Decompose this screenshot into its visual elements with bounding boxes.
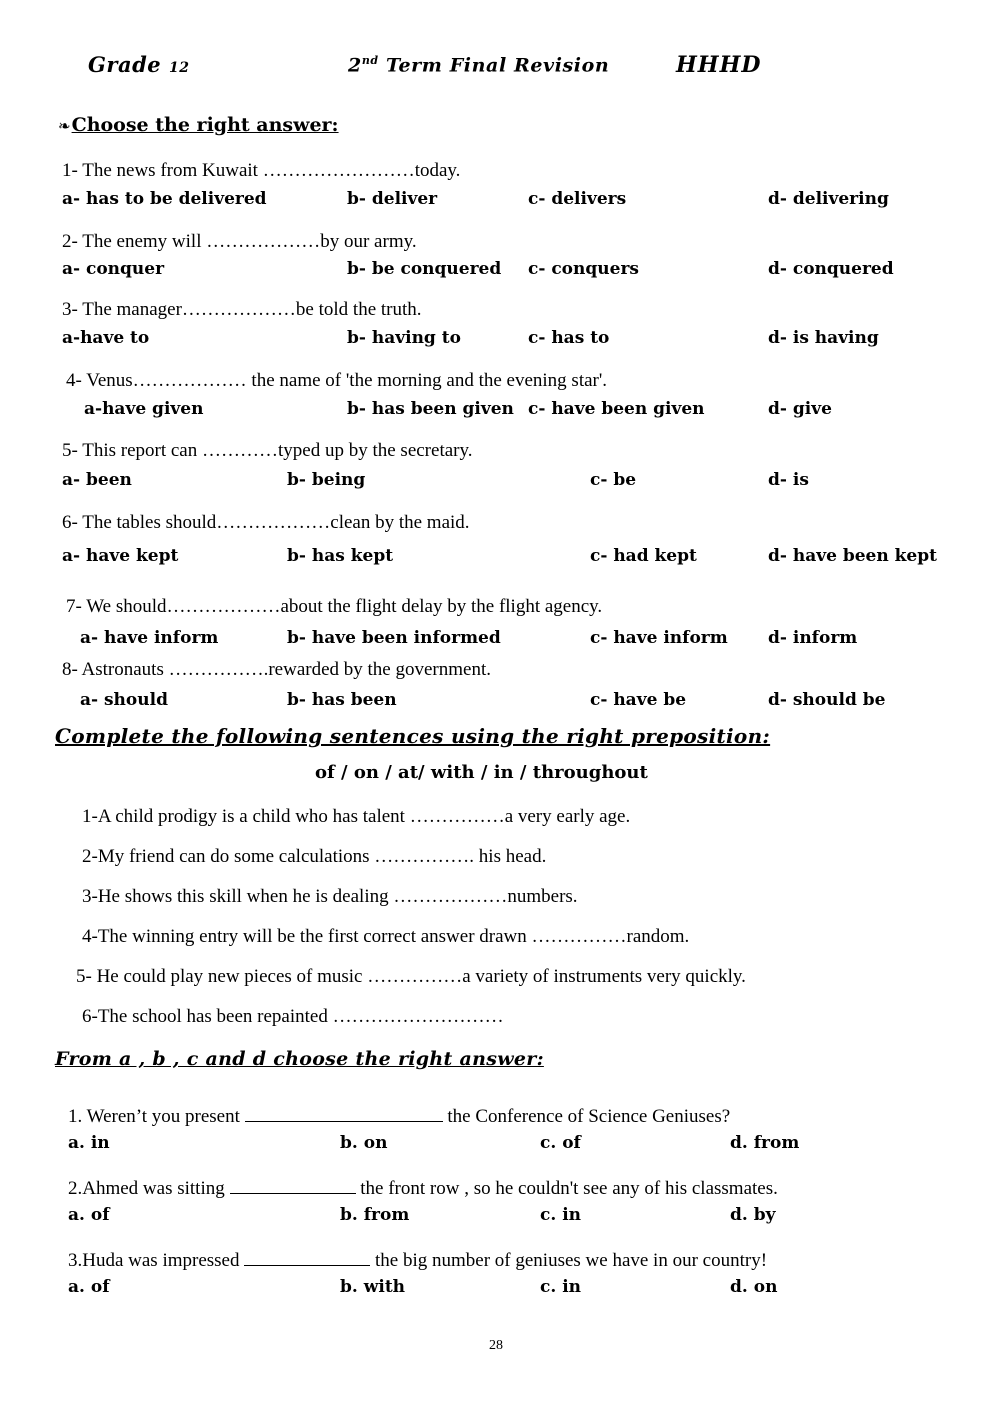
option-b[interactable]: b- has been given xyxy=(347,399,514,419)
option-d[interactable]: d- have been kept xyxy=(768,546,937,566)
part3-stem-before: 2.Ahmed was sitting xyxy=(68,1178,225,1199)
option-d[interactable]: d. from xyxy=(730,1133,800,1153)
title-ordinal-number: 2 xyxy=(348,54,362,77)
option-a[interactable]: a- has to be delivered xyxy=(62,189,267,209)
answer-blank[interactable] xyxy=(245,1104,443,1122)
title-text: Term Final Revision xyxy=(385,54,610,77)
option-c[interactable]: c- has to xyxy=(528,328,610,348)
option-b[interactable]: b- has been xyxy=(287,690,397,710)
option-b[interactable]: b. on xyxy=(340,1133,388,1153)
option-b[interactable]: b- be conquered xyxy=(347,259,502,279)
option-b[interactable]: b. from xyxy=(340,1205,410,1225)
option-a[interactable]: a-have to xyxy=(62,328,150,348)
option-c[interactable]: c- have been given xyxy=(528,399,705,419)
preposition-item: 1-A child prodigy is a child who has talent ……………a very early age. xyxy=(82,806,631,827)
preposition-word-bank: of / on / at/ with / in / throughout xyxy=(315,762,648,783)
answer-blank[interactable] xyxy=(244,1248,370,1266)
option-c[interactable]: c- had kept xyxy=(590,546,697,566)
option-d[interactable]: d- give xyxy=(768,399,832,419)
option-c[interactable]: c. of xyxy=(540,1133,581,1153)
preposition-item: 3-He shows this skill when he is dealing ………………numbers. xyxy=(82,886,578,907)
part3-question-stem xyxy=(68,1248,767,1272)
option-d[interactable]: d- is having xyxy=(768,328,879,348)
option-a[interactable]: a- have kept xyxy=(62,546,179,566)
grade-number: 12 xyxy=(168,60,190,76)
question-stem: 1- The news from Kuwait ……………………today. xyxy=(62,160,461,181)
option-b[interactable]: b- have been informed xyxy=(287,628,501,648)
option-d[interactable]: d. by xyxy=(730,1205,776,1225)
option-b[interactable]: b- having to xyxy=(347,328,461,348)
question-stem: 4- Venus……………… the name of 'the morning and the evening star'. xyxy=(66,370,608,391)
option-d[interactable]: d- conquered xyxy=(768,259,894,279)
option-a[interactable]: a- have inform xyxy=(80,628,219,648)
option-b[interactable]: b- being xyxy=(287,470,366,490)
section-one-label: Choose the right answer: xyxy=(71,114,339,136)
question-stem: 5- This report can …………typed up by the secretary. xyxy=(62,440,473,461)
grade-label xyxy=(88,52,189,77)
answer-blank[interactable] xyxy=(230,1176,356,1194)
title-ordinal-suffix: nd xyxy=(361,54,379,67)
section-heading-prepositions: Complete the following sentences using the right preposition: xyxy=(55,724,771,748)
option-a[interactable]: a- been xyxy=(62,470,132,490)
question-stem: 8- Astronauts …………….rewarded by the government. xyxy=(62,659,491,680)
page-number: 28 xyxy=(489,1338,503,1353)
section-heading-abcd: From a , b , c and d choose the right answer: xyxy=(55,1048,544,1070)
question-stem: 6- The tables should………………clean by the maid. xyxy=(62,512,470,533)
part3-stem-before: 3.Huda was impressed xyxy=(68,1250,240,1271)
option-a[interactable]: a. of xyxy=(68,1205,110,1225)
option-c[interactable]: c- have be xyxy=(590,690,687,710)
option-b[interactable]: b. with xyxy=(340,1277,406,1297)
option-d[interactable]: d- inform xyxy=(768,628,858,648)
option-a[interactable]: a. in xyxy=(68,1133,110,1153)
option-c[interactable]: c- have inform xyxy=(590,628,728,648)
option-b[interactable]: b- deliver xyxy=(347,189,438,209)
question-stem: 7- We should………………about the flight delay by the flight agency. xyxy=(66,596,603,617)
option-a[interactable]: a. of xyxy=(68,1277,110,1297)
part3-question-stem xyxy=(68,1104,730,1128)
option-d[interactable]: d- is xyxy=(768,470,809,490)
option-c[interactable]: c. in xyxy=(540,1205,582,1225)
option-c[interactable]: c- delivers xyxy=(528,189,627,209)
option-d[interactable]: d- should be xyxy=(768,690,886,710)
option-d[interactable]: d. on xyxy=(730,1277,778,1297)
option-c[interactable]: c- conquers xyxy=(528,259,639,279)
document-header xyxy=(0,52,992,92)
question-stem: 3- The manager………………be told the truth. xyxy=(62,299,422,320)
preposition-item: 2-My friend can do some calculations ……………. his head. xyxy=(82,846,547,867)
part3-stem-after: the big number of geniuses we have in our country! xyxy=(375,1250,768,1271)
option-a[interactable]: a- conquer xyxy=(62,259,165,279)
preposition-item: 6-The school has been repainted ……………………… xyxy=(82,1006,504,1027)
document-title xyxy=(348,54,609,76)
question-stem: 2- The enemy will ………………by our army. xyxy=(62,231,417,252)
part3-stem-after: the front row , so he couldn't see any of his classmates. xyxy=(360,1178,778,1199)
option-c[interactable]: c. in xyxy=(540,1277,582,1297)
option-b[interactable]: b- has kept xyxy=(287,546,394,566)
part3-stem-before: 1. Weren’t you present xyxy=(68,1106,240,1127)
header-initials: HHHD xyxy=(676,52,762,78)
option-d[interactable]: d- delivering xyxy=(768,189,889,209)
grade-word: Grade xyxy=(88,52,162,77)
preposition-item: 5- He could play new pieces of music ……………a variety of instruments very quickly. xyxy=(76,966,746,987)
part3-stem-after: the Conference of Science Geniuses? xyxy=(447,1106,731,1127)
option-a[interactable]: a-have given xyxy=(84,399,204,419)
option-a[interactable]: a- should xyxy=(80,690,168,710)
preposition-item: 4-The winning entry will be the first correct answer drawn ……………random. xyxy=(82,926,690,947)
section-heading-choose-answer xyxy=(58,114,339,136)
pointing-hand-icon: ❧ xyxy=(58,117,71,135)
part3-question-stem xyxy=(68,1176,778,1200)
option-c[interactable]: c- be xyxy=(590,470,637,490)
